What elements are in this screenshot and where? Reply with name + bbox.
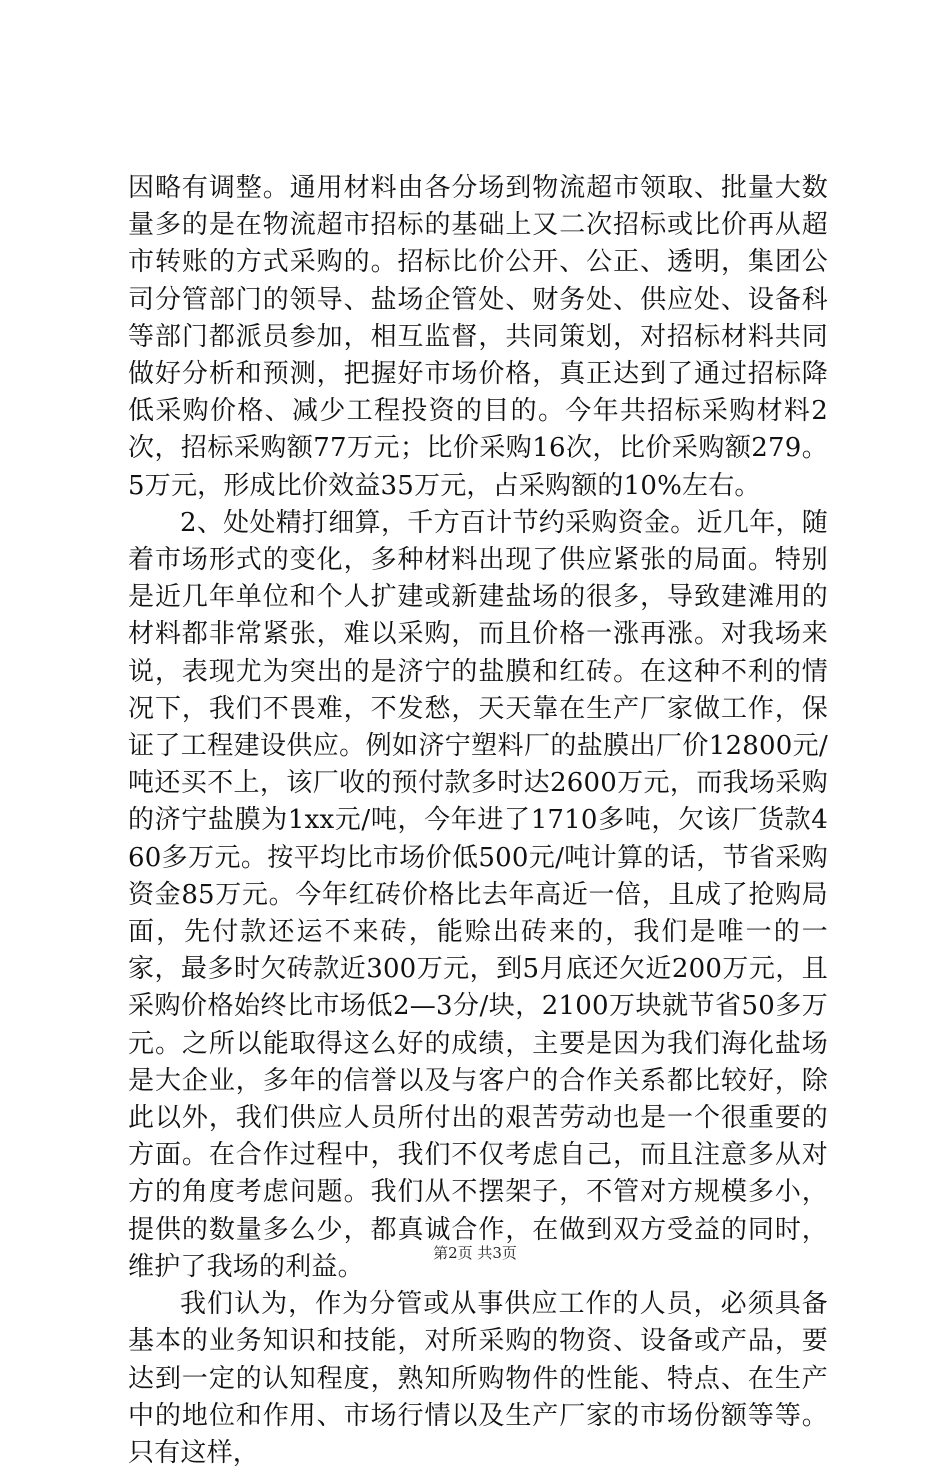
paragraph-3: 我们认为，作为分管或从事供应工作的人员，必须具备基本的业务知识和技能，对所采购的物资、设备或产品，要达到一定的认知程度，熟知所购物件的性能、特点、在生产中的地位和作用、市场行情以及生产厂家的市场份额等等。只有这样，: [128, 1289, 828, 1468]
paragraph-1: 因略有调整。通用材料由各分场到物流超市领取、批量大数量多的是在物流超市招标的基础上又二次招标或比价再从超市转账的方式采购的。招标比价公开、公正、透明，集团公司分管部门的领导、盐场企管处、财务处、供应处、设备科等部门都派员参加，相互监督，共同策划，对招标材料共同做好分析和预测，把握好市场价格，真正达到了通过招标降低采购价格、减少工程投资的目的。今年共招标采购材料2次，招标采购额77万元；比价采购16次，比价采购额279。5万元，形成比价效益35万元，占采购额的10%左右。: [128, 173, 828, 501]
document-body: [128, 170, 828, 1472]
page-footer: 第2页 共3页: [433, 1244, 517, 1262]
paragraph-2: 2、处处精打细算，千方百计节约采购资金。近几年，随着市场形式的变化，多种材料出现了供应紧张的局面。特别是近几年单位和个人扩建或新建盐场的很多，导致建滩用的材料都非常紧张，难以采购，而且价格一涨再涨。对我场来说，表现尤为突出的是济宁的盐膜和红砖。在这种不利的情况下，我们不畏难，不发愁，天天靠在生产厂家做工作，保证了工程建设供应。例如济宁塑料厂的盐膜出厂价12800元/吨还买不上，该厂收的预付款多时达2600万元，而我场采购的济宁盐膜为1xx元/吨，今年进了1710多吨，欠该厂货款460多万元。按平均比市场价低500元/吨计算的话，节省采购资金85万元。今年红砖价格比去年高近一倍，且成了抢购局面，先付款还运不来砖，能赊出砖来的，我们是唯一的一家，最多时欠砖款近300万元，到5月底还欠近200万元，且采购价格始终比市场低2—3分/块，2100万块就节省50多万元。之所以能取得这么好的成绩，主要是因为我们海化盐场是大企业，多年的信誉以及与客户的合作关系都比较好，除此以外，我们供应人员所付出的艰苦劳动也是一个很重要的方面。在合作过程中，我们不仅考虑自己，而且注意多从对方的角度考虑问题。我们从不摆架子，不管对方规模多小，提供的数量多么少，都真诚合作，在做到双方受益的同时，维护了我场的利益。: [128, 507, 828, 1282]
